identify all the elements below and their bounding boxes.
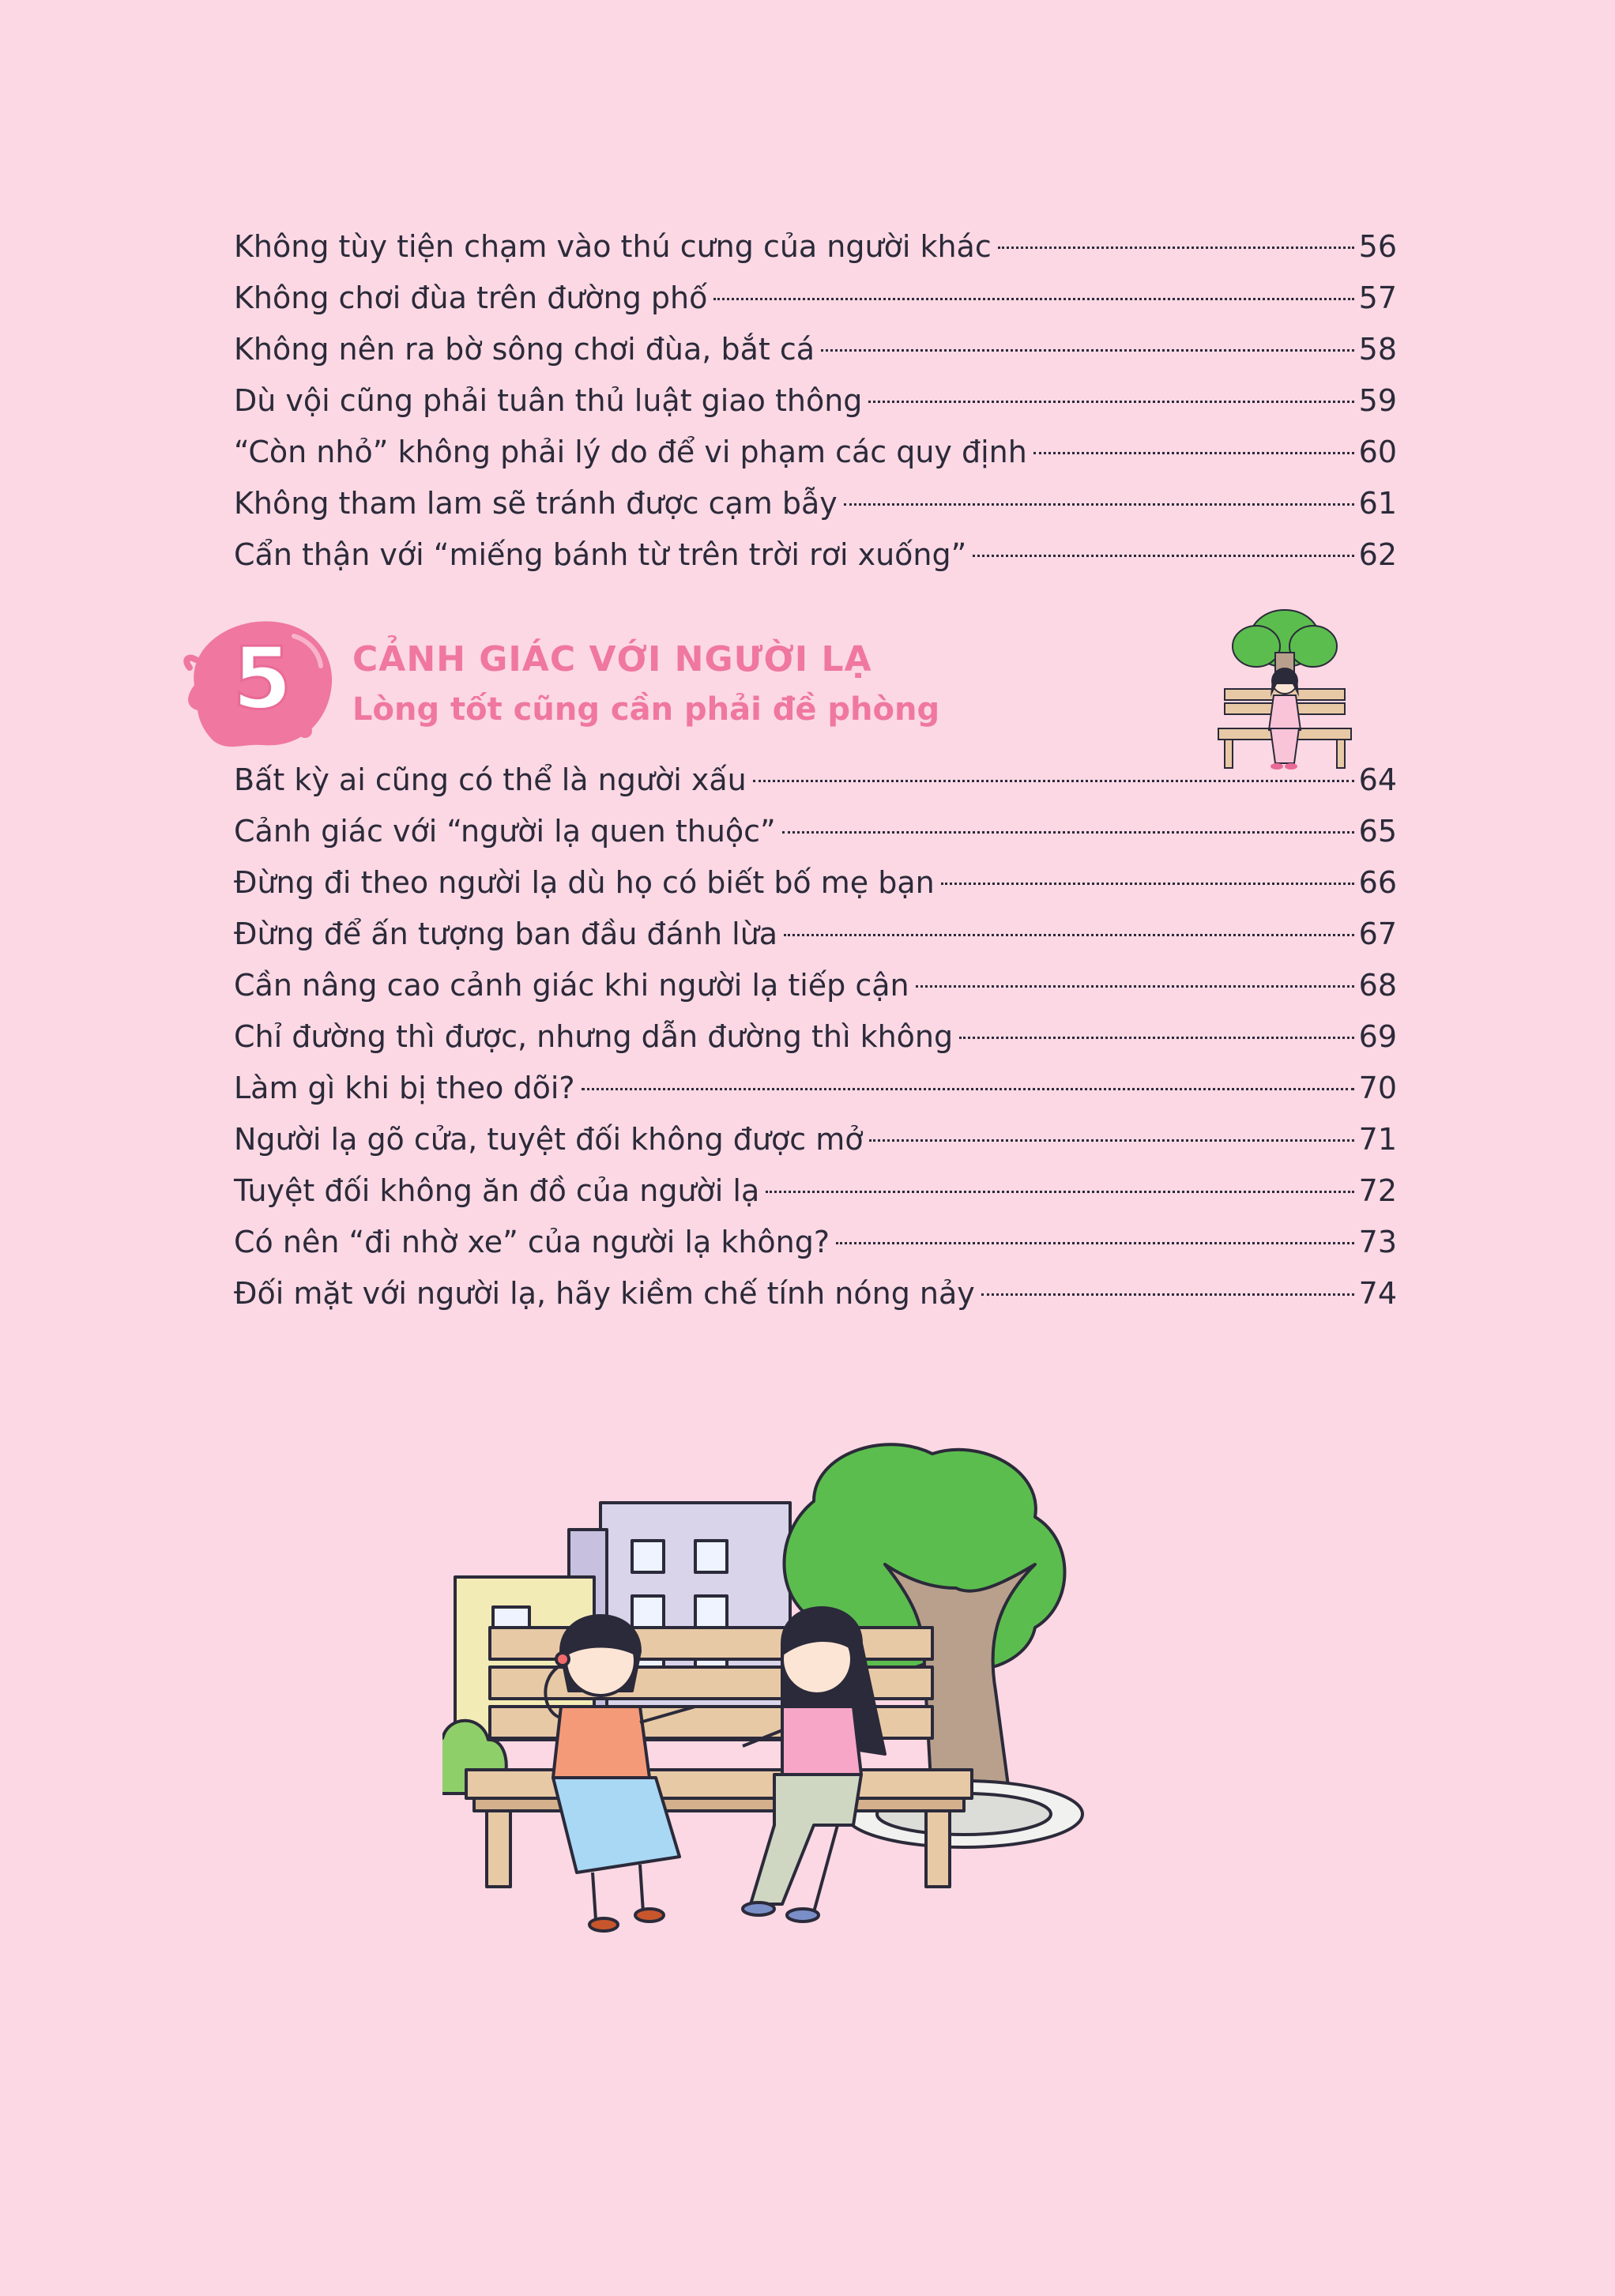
dot-leader bbox=[582, 1088, 1354, 1090]
dot-leader bbox=[766, 1191, 1353, 1193]
dot-leader bbox=[916, 985, 1354, 988]
toc-entry-page: 67 bbox=[1358, 917, 1397, 951]
toc-entry-title: Đừng đi theo người lạ dù họ có biết bố mẹ bạn bbox=[234, 865, 935, 900]
dot-leader bbox=[713, 298, 1353, 300]
dot-leader bbox=[973, 555, 1353, 557]
toc-entry[interactable] bbox=[234, 486, 1397, 537]
toc-entry-title: Cảnh giác với “người lạ quen thuộc” bbox=[234, 814, 776, 849]
toc-entry-title: Tuyệt đối không ăn đồ của người lạ bbox=[234, 1173, 760, 1208]
chapter-header bbox=[183, 612, 1368, 755]
toc-entry-title: Không tham lam sẽ tránh được cạm bẫy bbox=[234, 486, 838, 521]
toc-entry[interactable] bbox=[234, 1276, 1397, 1327]
toc-entry-page: 70 bbox=[1358, 1071, 1397, 1105]
two-girls-on-bench-illustration bbox=[442, 1430, 1233, 1999]
toc-entry-page: 60 bbox=[1358, 435, 1397, 469]
toc-entry[interactable] bbox=[234, 383, 1397, 435]
toc-entry-title: Bất kỳ ai cũng có thể là người xấu bbox=[234, 762, 747, 797]
dot-leader bbox=[869, 1139, 1353, 1142]
toc-entry-page: 72 bbox=[1358, 1173, 1397, 1208]
toc-entry-title: Dù vội cũng phải tuân thủ luật giao thông bbox=[234, 383, 863, 418]
toc-entry-page: 66 bbox=[1358, 865, 1397, 900]
dot-leader bbox=[998, 247, 1354, 249]
dot-leader bbox=[753, 780, 1354, 782]
toc-entry-page: 62 bbox=[1358, 537, 1397, 572]
girl-on-bench-small-illustration bbox=[1206, 597, 1364, 781]
toc-entry[interactable] bbox=[234, 1225, 1397, 1276]
dot-leader bbox=[782, 831, 1354, 834]
toc-entry-title: Cần nâng cao cảnh giác khi người lạ tiếp cận bbox=[234, 968, 909, 1003]
toc-entry-title: Có nên “đi nhờ xe” của người lạ không? bbox=[234, 1225, 830, 1259]
toc-entry-title: Không chơi đùa trên đường phố bbox=[234, 280, 708, 315]
toc-entry[interactable] bbox=[234, 1019, 1397, 1071]
toc-entry[interactable] bbox=[234, 814, 1397, 865]
toc-entry-title: Đừng để ấn tượng ban đầu đánh lừa bbox=[234, 917, 778, 951]
toc-entry-page: 61 bbox=[1358, 486, 1397, 521]
toc-entry-page: 73 bbox=[1358, 1225, 1397, 1259]
dot-leader bbox=[959, 1037, 1354, 1039]
toc-entry-page: 71 bbox=[1358, 1122, 1397, 1157]
toc-entry[interactable] bbox=[234, 229, 1397, 280]
toc-entry-page: 56 bbox=[1358, 229, 1397, 264]
dot-leader bbox=[784, 934, 1354, 936]
toc-entry-title: Cẩn thận với “miếng bánh từ trên trời rơi xuống” bbox=[234, 537, 967, 572]
toc-entry[interactable] bbox=[234, 1071, 1397, 1122]
toc-entry-page: 74 bbox=[1358, 1276, 1397, 1311]
toc-entry-page: 65 bbox=[1358, 814, 1397, 849]
toc-entry-title: Làm gì khi bị theo dõi? bbox=[234, 1071, 575, 1105]
toc-entry[interactable] bbox=[234, 865, 1397, 917]
chapter-subtitle: Lòng tốt cũng cần phải đề phòng bbox=[352, 691, 940, 728]
toc-entry-page: 58 bbox=[1358, 332, 1397, 367]
toc-entry[interactable] bbox=[234, 332, 1397, 383]
toc-entry-page: 68 bbox=[1358, 968, 1397, 1003]
toc-entry-title: “Còn nhỏ” không phải lý do để vi phạm các quy định bbox=[234, 435, 1027, 469]
toc-entry-title: Đối mặt với người lạ, hãy kiềm chế tính nóng nảy bbox=[234, 1276, 975, 1311]
toc-list-part2 bbox=[234, 762, 1397, 1327]
dot-leader bbox=[1033, 452, 1354, 454]
dot-leader bbox=[941, 883, 1354, 885]
toc-entry[interactable] bbox=[234, 917, 1397, 968]
toc-entry-page: 57 bbox=[1358, 280, 1397, 315]
toc-entry-title: Chỉ đường thì được, nhưng dẫn đường thì không bbox=[234, 1019, 954, 1054]
toc-entry-page: 69 bbox=[1358, 1019, 1397, 1054]
toc-entry-title: Không nên ra bờ sông chơi đùa, bắt cá bbox=[234, 332, 815, 367]
toc-entry[interactable] bbox=[234, 280, 1397, 332]
toc-entry[interactable] bbox=[234, 1173, 1397, 1225]
toc-entry-page: 59 bbox=[1358, 383, 1397, 418]
dot-leader bbox=[868, 401, 1353, 403]
chapter-title: CẢNH GIÁC VỚI NGƯỜI LẠ bbox=[352, 639, 872, 679]
toc-list-part1 bbox=[234, 229, 1397, 589]
dot-leader bbox=[821, 349, 1354, 352]
dot-leader bbox=[844, 503, 1354, 506]
toc-entry[interactable] bbox=[234, 762, 1397, 814]
toc-entry-page: 64 bbox=[1358, 762, 1397, 797]
dot-leader bbox=[836, 1242, 1354, 1244]
dot-leader bbox=[981, 1293, 1354, 1296]
toc-entry-title: Người lạ gõ cửa, tuyệt đối không được mở bbox=[234, 1122, 864, 1157]
toc-entry-title: Không tùy tiện chạm vào thú cưng của người khác bbox=[234, 229, 992, 264]
toc-entry[interactable] bbox=[234, 537, 1397, 589]
toc-entry[interactable] bbox=[234, 435, 1397, 486]
toc-entry[interactable] bbox=[234, 968, 1397, 1019]
toc-entry[interactable] bbox=[234, 1122, 1397, 1173]
chapter-number: 5 bbox=[232, 630, 292, 728]
